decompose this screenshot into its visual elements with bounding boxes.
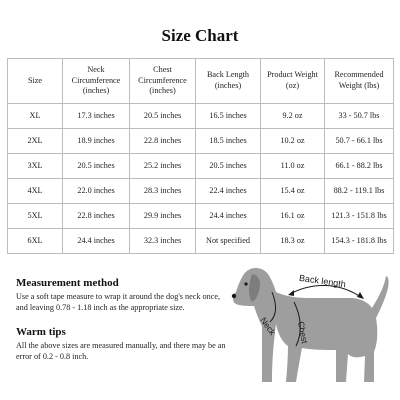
measurement-method-title: Measurement method (16, 277, 119, 289)
cell-recommended-weight: 154.3 - 181.8 lbs (325, 229, 394, 254)
table-row (8, 154, 394, 179)
neck-label: Neck (258, 315, 278, 338)
cell-product-weight: 16.1 oz (261, 204, 325, 229)
table-row (8, 229, 394, 254)
cell-back-length: 20.5 inches (196, 154, 261, 179)
cell-size: XL (8, 104, 63, 129)
warm-tips-text: All the above sizes are measured manually, and there may be an error of 0.2 - 0.8 inch. (16, 341, 226, 361)
cell-chest: 20.5 inches (130, 104, 196, 129)
cell-product-weight: 10.2 oz (261, 129, 325, 154)
cell-size: 4XL (8, 179, 63, 204)
header-product-weight: Product Weight (oz) (261, 59, 325, 104)
back-length-arrowhead-right (357, 292, 364, 299)
dog-nose (232, 294, 236, 298)
cell-neck: 18.9 inches (63, 129, 130, 154)
cell-product-weight: 18.3 oz (261, 229, 325, 254)
cell-recommended-weight: 88.2 - 119.1 lbs (325, 179, 394, 204)
cell-recommended-weight: 66.1 - 88.2 lbs (325, 154, 394, 179)
back-length-label: Back length (298, 272, 347, 290)
cell-neck: 20.5 inches (63, 154, 130, 179)
cell-back-length: 22.4 inches (196, 179, 261, 204)
dog-eye (244, 282, 247, 285)
cell-neck: 22.8 inches (63, 204, 130, 229)
dog-measurement-diagram (222, 262, 392, 392)
cell-neck: 17.3 inches (63, 104, 130, 129)
back-length-arrowhead-left (288, 290, 294, 296)
cell-back-length: 24.4 inches (196, 204, 261, 229)
cell-chest: 25.2 inches (130, 154, 196, 179)
cell-neck: 22.0 inches (63, 179, 130, 204)
header-recommended-weight: Recommended Weight (lbs) (325, 59, 394, 104)
cell-back-length: Not specified (196, 229, 261, 254)
table-row (8, 104, 394, 129)
table-header-row (8, 59, 394, 104)
warm-tips-title: Warm tips (16, 326, 66, 338)
measurement-method-text: Use a soft tape measure to wrap it around the dog's neck once, and leaving 0.78 - 1.18 inch as the appropriate size. (16, 292, 221, 312)
header-chest: Chest Circumference (inches) (130, 59, 196, 104)
cell-size: 6XL (8, 229, 63, 254)
table-row (8, 179, 394, 204)
cell-recommended-weight: 121.3 - 151.8 lbs (325, 204, 394, 229)
header-neck: Neck Circumference (inches) (63, 59, 130, 104)
page-title: Size Chart (161, 26, 239, 45)
table-row (8, 204, 394, 229)
cell-recommended-weight: 50.7 - 66.1 lbs (325, 129, 394, 154)
header-size: Size (8, 59, 63, 104)
size-chart-table (7, 58, 394, 254)
cell-chest: 28.3 inches (130, 179, 196, 204)
cell-chest: 22.8 inches (130, 129, 196, 154)
table-row (8, 129, 394, 154)
cell-product-weight: 15.4 oz (261, 179, 325, 204)
back-length-arrow (290, 285, 362, 298)
cell-back-length: 16.5 inches (196, 104, 261, 129)
cell-size: 5XL (8, 204, 63, 229)
cell-recommended-weight: 33 - 50.7 lbs (325, 104, 394, 129)
cell-back-length: 18.5 inches (196, 129, 261, 154)
cell-chest: 32.3 inches (130, 229, 196, 254)
cell-size: 3XL (8, 154, 63, 179)
cell-product-weight: 11.0 oz (261, 154, 325, 179)
header-back-length: Back Length (inches) (196, 59, 261, 104)
cell-product-weight: 9.2 oz (261, 104, 325, 129)
cell-size: 2XL (8, 129, 63, 154)
cell-chest: 29.9 inches (130, 204, 196, 229)
cell-neck: 24.4 inches (63, 229, 130, 254)
chest-label: Chest (296, 320, 310, 345)
